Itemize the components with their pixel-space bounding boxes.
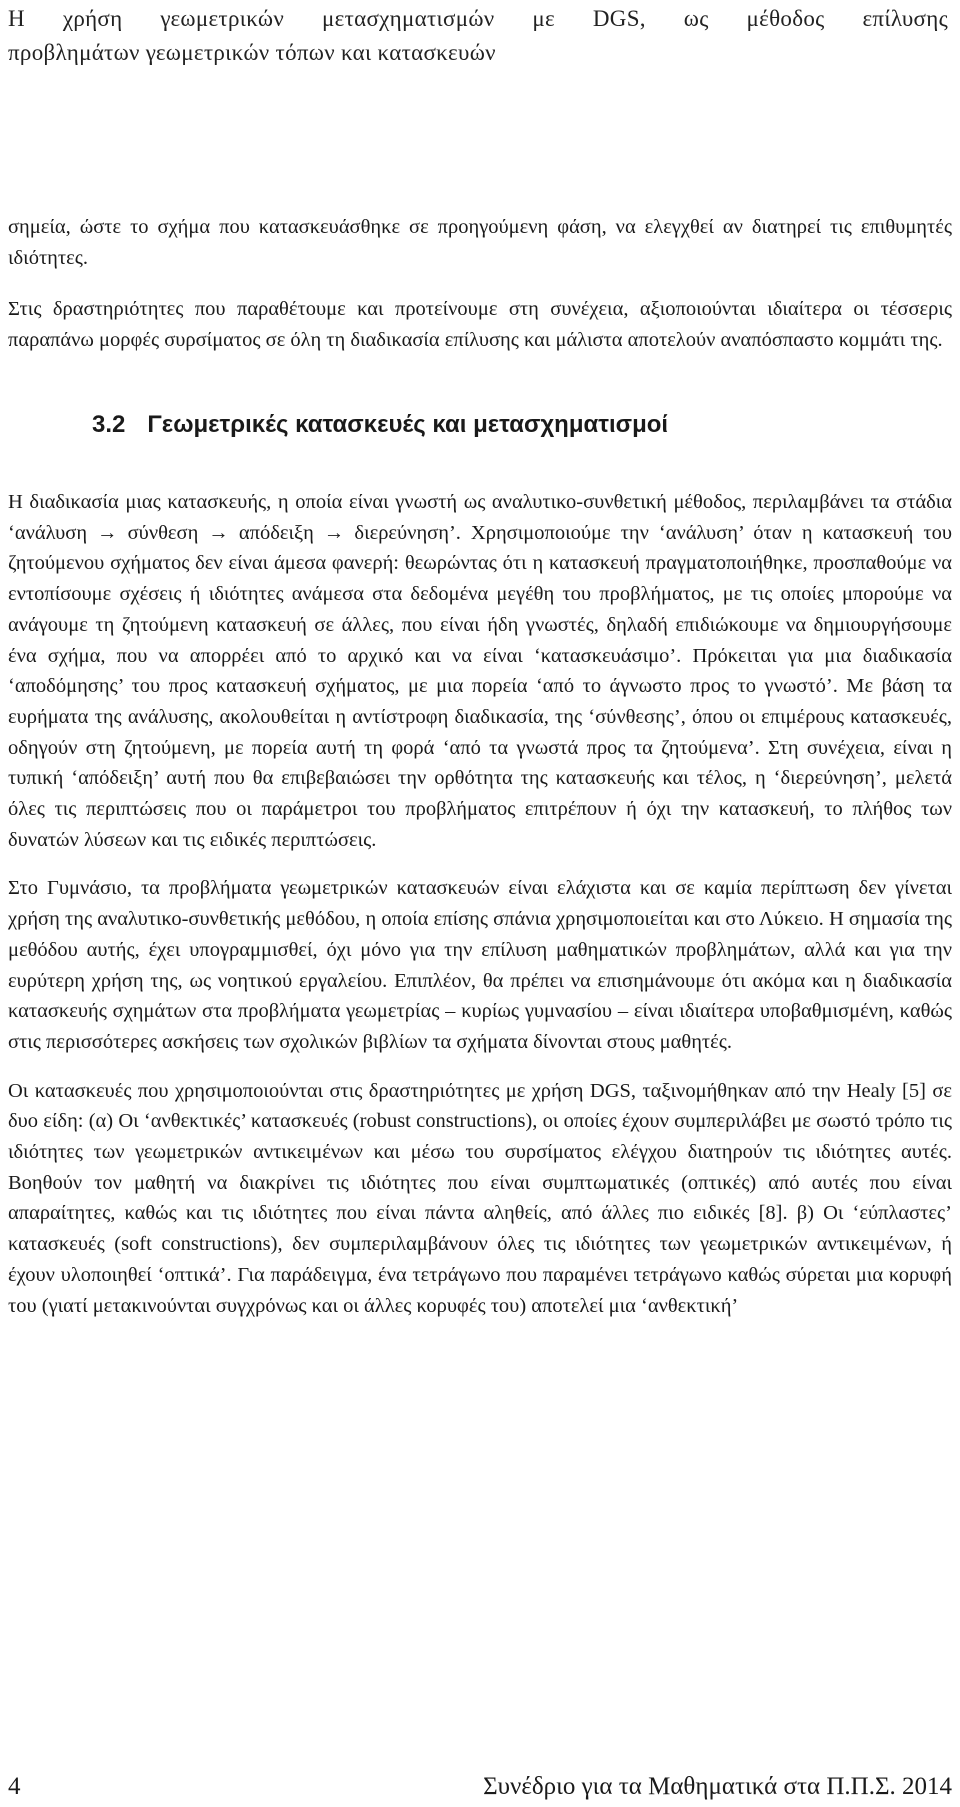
paragraph-gymnasium: Στο Γυμνάσιο, τα προβλήματα γεωμετρικών κατασκευών είναι ελάχιστα και σε καμία περίπτωση δεν γίνεται χρήση της αναλυτικο-συνθετικής μεθόδου, η οποία επίσης σπάνια χρησιμοποιείται και στο Λύκειο. Η σημασία της μεθόδου αυτής, έχει υπογραμμισθεί, όχι μόνο για την επίλυση μαθηματικών προβλημάτων, αλλά και για την ευρύτερη χρήση της, ως νοητικού εργαλείου. Επιπλέον, θα πρέπει να επισημάνουμε ότι ακόμα και η διαδικασία κατασκευής σχημάτων στα προβλήματα γεωμετρίας – κυρίως γυμνασίου – είναι ιδιαίτερα υποβαθμισμένη, καθώς στις περισσότερες ασκήσεις των σχολικών βιβλίων τα σχήματα δίνονται στους μαθητές.	[8, 877, 952, 1053]
paragraph-dgs-constructions: Οι κατασκευές που χρησιμοποιούνται στις δραστηριότητες με χρήση DGS, ταξινομήθηκαν από την Healy [5] σε δυο είδη: (α) Οι ‘ανθεκτικές’ κατασκευές (robust constructions), οι οποίες έχουν συμπεριλάβει με σωστό τρόπο τις ιδιότητες των γεωμετρικών αντικειμένων και μέσω του συρσίματος ελέγχου διατηρούν τις ιδιότητες αυτές. Βοηθούν τον μαθητή να διακρίνει τις ιδιότητες που είναι συμπτωματικές (οπτικές) από αυτές που είναι απαραίτητες, καθώς και τις ιδιότητες που είναι πάντα αληθείς, από άλλες πιο ειδικές [8]. β) Οι ‘εύπλαστες’ κατασκευές (soft constructions), δεν συμπεριλαμβάνουν όλες τις ιδιότητες των γεωμετρικών αντικειμένων, ή έχουν υλοποιηθεί ‘οπτικά’. Για παράδειγμα, ένα τετράγωνο που παραμένει τετράγωνο καθώς σύρεται μια κορυφή του (γιατί μετακινούνται συγχρόνως και οι άλλες κορυφές του) αποτελεί μια ‘ανθεκτική’	[8, 1079, 952, 1317]
text-block-continuation	[8, 212, 952, 273]
running-header-line-2: προβλημάτων γεωμετρικών τόπων και κατασκευών	[8, 40, 496, 65]
text-block-main	[8, 487, 952, 1321]
paragraph-continuation: σημεία, ώστε το σχήμα που κατασκευάσθηκε σε προηγούμενη φάση, να ελεγχθεί αν διατηρεί τις επιθυμητές ιδιότητες.	[8, 216, 952, 269]
text-block-activities	[8, 294, 952, 355]
section-heading	[92, 409, 668, 441]
paragraph-activities: Στις δραστηριότητες που παραθέτουμε και προτείνουμε στη συνέχεια, αξιοποιούνται ιδιαίτερα οι τέσσερις παραπάνω μορφές συρσίματος σε όλη τη διαδικασία επίλυσης και μάλιστα αποτελούν αναπόσπαστο κομμάτι της.	[8, 298, 952, 351]
paragraph-construction-method: Η διαδικασία μιας κατασκευής, η οποία είναι γνωστή ως αναλυτικο-συνθετική μέθοδος, περιλαμβάνει τα στάδια ‘ανάλυση → σύνθεση → απόδειξη → διερεύνηση’. Χρησιμοποιούμε την ‘ανάλυση’ όταν η κατασκευή του ζητούμενου σχήματος δεν είναι άμεσα φανερή: θεωρώντας ότι η κατασκευή πραγματοποιήθηκε, προσπαθούμε να εντοπίσουμε σχέσεις ή ιδιότητες ανάμεσα στα δεδομένα μεγέθη του προβλήματος, με τις οποίες μπορούμε να ανάγουμε τη ζητούμενη κατασκευή σε άλλες, που είναι ήδη γνωστές, δηλαδή επιδιώκουμε να δημιουργήσουμε ένα σχήμα, που να απορρέει από το αρχικό και να είναι ‘κατασκευάσιμο’. Πρόκειται για μια διαδικασία ‘αποδόμησης’ του προς κατασκευή σχήματος, με μια πορεία ‘από το άγνωστο προς το γνωστό’. Με βάση τα ευρήματα της ανάλυσης, ακολουθείται η αντίστροφη διαδικασία, της ‘σύνθεσης’, όπου οι επιμέρους κατασκευές, οδηγούν στη ζητούμενη, με πορεία αυτή τη φορά ‘από τα γνωστά προς τα ζητούμενα’. Στη συνέχεια, είναι η τυπική ‘απόδειξη’ αυτή που θα επιβεβαιώσει την ορθότητα της κατασκευής και τέλος, η ‘διερεύνηση’, μελετά όλες τις περιπτώσεις που οι παράμετροι του προβλήματος επιτρέπουν ή όχι την κατασκευή, το πλήθος των δυνατών λύσεων και τις ειδικές περιπτώσεις.	[8, 491, 952, 851]
page-number: 4	[8, 1773, 21, 1800]
running-header-line-1: Η χρήση γεωμετρικών μετασχηματισμών με DGS, ως μέθοδος επίλυσης	[8, 6, 948, 31]
section-number: 3.2	[92, 411, 126, 438]
conference-title: Συνέδριο για τα Μαθηματικά στα Π.Π.Σ. 2014	[483, 1773, 952, 1800]
section-title: Γεωμετρικές κατασκευές και μετασχηματισμοί	[147, 411, 669, 438]
running-header	[8, 2, 948, 70]
page-footer	[8, 1770, 952, 1804]
